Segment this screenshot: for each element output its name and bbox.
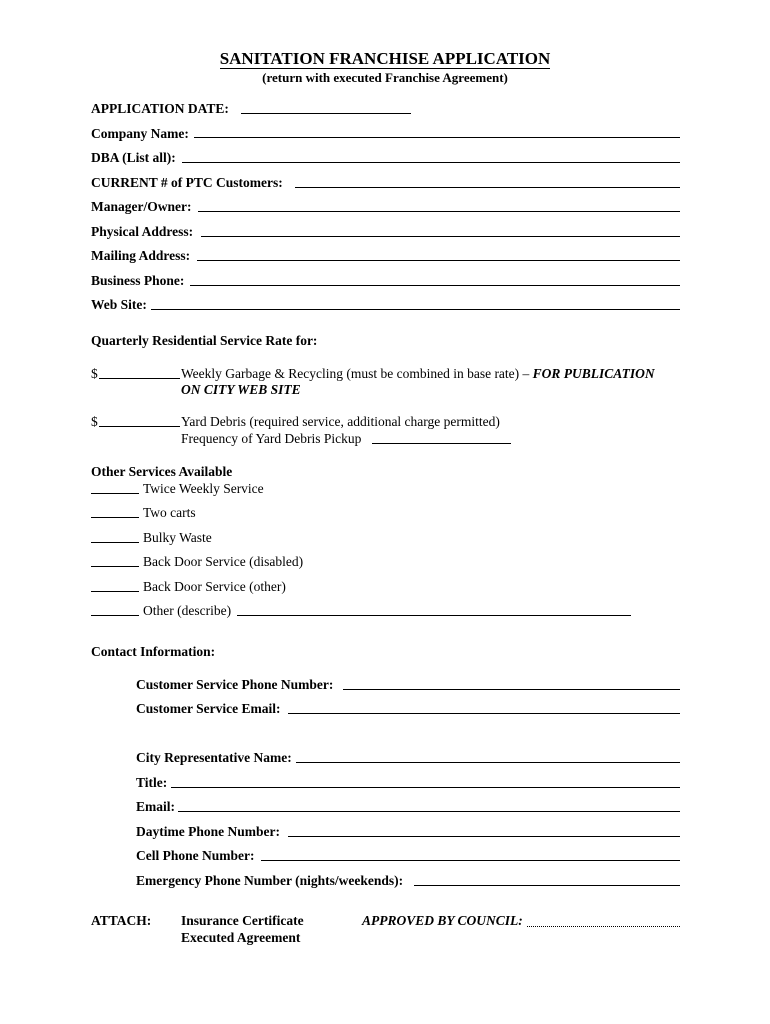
back-door-other-field[interactable] xyxy=(91,591,139,592)
other-service-field[interactable] xyxy=(91,615,139,616)
dba-label: DBA (List all): xyxy=(91,150,176,165)
web-site-field[interactable] xyxy=(151,309,680,310)
cell-phone-label: Cell Phone Number: xyxy=(136,848,255,863)
physical-address-field[interactable] xyxy=(201,236,680,237)
rates-heading: Quarterly Residential Service Rate for: xyxy=(91,333,318,348)
service-item-other: Other (describe) xyxy=(143,603,232,618)
company-name-field[interactable] xyxy=(194,137,680,138)
approved-by-council-label: APPROVED BY COUNCIL: xyxy=(362,913,523,928)
yard-rate-field[interactable] xyxy=(99,426,180,427)
city-rep-field[interactable] xyxy=(296,762,680,763)
weekly-rate-note: ON CITY WEB SITE xyxy=(181,382,301,397)
yard-frequency-label: Frequency of Yard Debris Pickup xyxy=(181,431,362,446)
daytime-phone-label: Daytime Phone Number: xyxy=(136,824,280,839)
city-rep-label: City Representative Name: xyxy=(136,750,292,765)
yard-dollar-sign: $ xyxy=(91,414,98,429)
cs-email-label: Customer Service Email: xyxy=(136,701,281,716)
cell-phone-field[interactable] xyxy=(261,860,680,861)
email-field[interactable] xyxy=(178,811,680,812)
other-services-heading: Other Services Available xyxy=(91,464,233,479)
other-describe-field[interactable] xyxy=(237,615,631,616)
yard-rate-label: Yard Debris (required service, additional charge permitted) xyxy=(181,414,500,429)
service-item-bulky-waste: Bulky Waste xyxy=(143,530,212,545)
page-title: SANITATION FRANCHISE APPLICATION xyxy=(219,49,551,68)
approved-by-council-field[interactable] xyxy=(527,926,680,927)
email-label: Email: xyxy=(136,799,175,814)
emergency-phone-label: Emergency Phone Number (nights/weekends): xyxy=(136,873,404,888)
ptc-customers-field[interactable] xyxy=(295,187,680,188)
physical-address-label: Physical Address: xyxy=(91,224,194,239)
weekly-dollar-sign: $ xyxy=(91,366,98,381)
attach-label: ATTACH: xyxy=(91,913,152,928)
service-item-back-door-other: Back Door Service (other) xyxy=(143,579,286,594)
page-subtitle: (return with executed Franchise Agreement) xyxy=(262,70,508,85)
cs-phone-field[interactable] xyxy=(343,689,680,690)
manager-owner-field[interactable] xyxy=(198,211,680,212)
dba-field[interactable] xyxy=(182,162,680,163)
business-phone-field[interactable] xyxy=(190,285,680,286)
title-field[interactable] xyxy=(171,787,680,788)
attach-insurance-certificate: Insurance Certificate xyxy=(181,913,304,928)
service-item-two-carts: Two carts xyxy=(143,505,196,520)
service-item-back-door-disabled: Back Door Service (disabled) xyxy=(143,554,304,569)
application-date-label: APPLICATION DATE: xyxy=(91,101,229,116)
title-label: Title: xyxy=(136,775,168,790)
twice-weekly-field[interactable] xyxy=(91,493,139,494)
business-phone-label: Business Phone: xyxy=(91,273,185,288)
two-carts-field[interactable] xyxy=(91,517,139,518)
emergency-phone-field[interactable] xyxy=(414,885,680,886)
service-item-twice-weekly: Twice Weekly Service xyxy=(143,481,264,496)
attach-executed-agreement: Executed Agreement xyxy=(181,930,301,945)
daytime-phone-field[interactable] xyxy=(288,836,680,837)
bulky-waste-field[interactable] xyxy=(91,542,139,543)
web-site-label: Web Site: xyxy=(91,297,147,312)
application-date-field[interactable] xyxy=(241,113,411,114)
mailing-address-label: Mailing Address: xyxy=(91,248,191,263)
weekly-rate-label: Weekly Garbage & Recycling (must be combined in base rate) – FOR PUBLICATION xyxy=(181,366,655,381)
ptc-customers-label: CURRENT # of PTC Customers: xyxy=(91,175,283,190)
cs-phone-label: Customer Service Phone Number: xyxy=(136,677,334,692)
yard-frequency-field[interactable] xyxy=(372,443,511,444)
manager-owner-label: Manager/Owner: xyxy=(91,199,192,214)
contact-heading: Contact Information: xyxy=(91,644,216,659)
company-name-label: Company Name: xyxy=(91,126,189,141)
cs-email-field[interactable] xyxy=(288,713,680,714)
mailing-address-field[interactable] xyxy=(197,260,680,261)
back-door-disabled-field[interactable] xyxy=(91,566,139,567)
weekly-rate-field[interactable] xyxy=(99,378,180,379)
